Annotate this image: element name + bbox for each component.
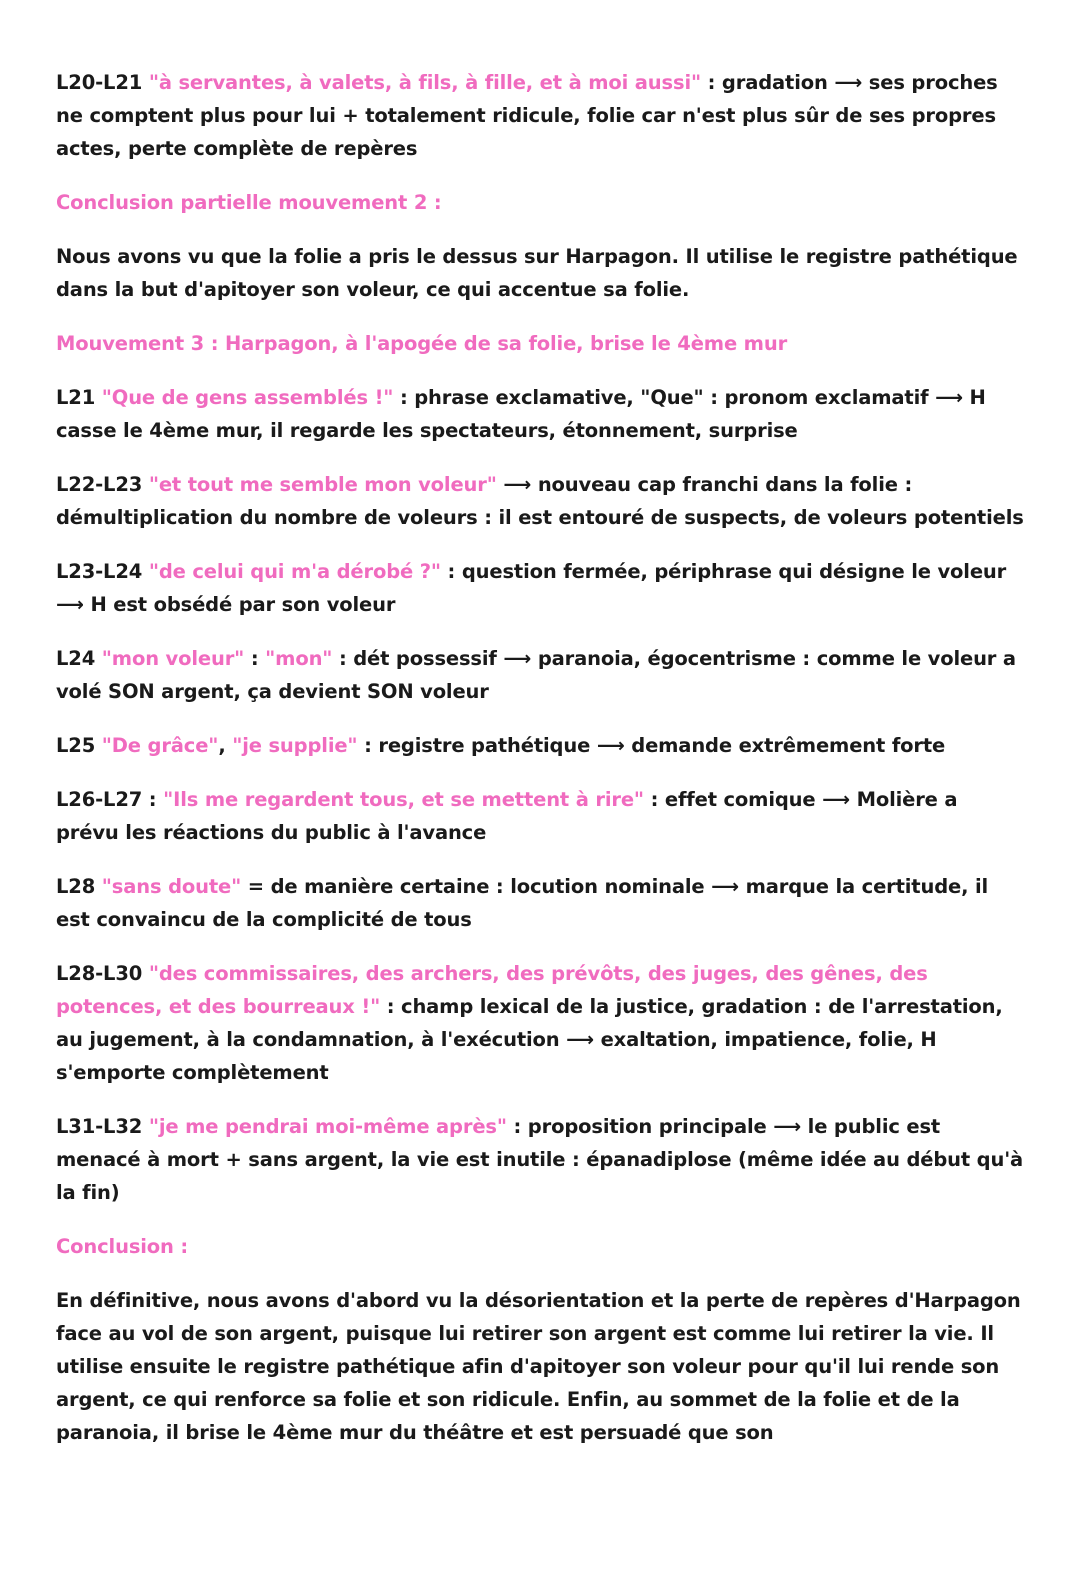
citation: "sans doute" bbox=[101, 875, 242, 898]
conclusion-text: En définitive, nous avons d'abord vu la désorientation et la perte de repères d'Harpagon face au vol de son argent, puisque lui retirer son argent est comme lui retirer la vie. Il utilise ensuite le registre pathétique afin d'apitoyer son voleur pour qu'il lui rende son argent, ce qui renforce sa folie et son ridicule. Enfin, au sommet de la folie et de la paranoia, il brise le 4ème mur du théâtre et est persuadé que son bbox=[56, 1289, 1021, 1444]
analysis-entry-l28 bbox=[56, 870, 1024, 936]
line-reference: L23-L24 bbox=[56, 560, 149, 583]
analysis-entry-l26-l27 bbox=[56, 783, 1024, 849]
citation: "je me pendrai moi-même après" bbox=[148, 1115, 507, 1138]
commentary: : proposition principale ⟶ le public est menacé à mort + sans argent, la vie est inutile : épanadiplose (même idée au début qu'à la fin) bbox=[56, 1115, 1024, 1204]
line-reference: L26-L27 : bbox=[56, 788, 164, 811]
commentary: , bbox=[218, 734, 233, 757]
commentary: : gradation ⟶ ses proches ne comptent plus pour lui + totalement ridicule, folie car n'est plus sûr de ses propres actes, perte complète de repères bbox=[56, 71, 998, 160]
conclusion-heading: Conclusion : bbox=[56, 1235, 189, 1258]
citation: "à servantes, à valets, à fils, à fille, et à moi aussi" bbox=[148, 71, 701, 94]
analysis-entry-l21 bbox=[56, 381, 1024, 447]
citation-2: "je supplie" bbox=[232, 734, 358, 757]
analysis-entry-l28-l30 bbox=[56, 957, 1024, 1089]
citation: "de celui qui m'a dérobé ?" bbox=[148, 560, 441, 583]
commentary-2: : dét possessif ⟶ paranoia, égocentrisme : comme le voleur a volé SON argent, ça devient SON voleur bbox=[56, 647, 1016, 703]
line-reference: L24 bbox=[56, 647, 102, 670]
line-reference: L20-L21 bbox=[56, 71, 149, 94]
movement-3-heading: Mouvement 3 : Harpagon, à l'apogée de sa folie, brise le 4ème mur bbox=[56, 332, 788, 355]
commentary: : effet comique ⟶ Molière a prévu les réactions du public à l'avance bbox=[56, 788, 958, 844]
line-reference: L28-L30 bbox=[56, 962, 149, 985]
line-reference: L28 bbox=[56, 875, 102, 898]
analysis-entry-l24 bbox=[56, 642, 1024, 708]
line-reference: L31-L32 bbox=[56, 1115, 149, 1138]
commentary: ⟶ nouveau cap franchi dans la folie : démultiplication du nombre de voleurs : il est entouré de suspects, de voleurs potentiels bbox=[56, 473, 1024, 529]
commentary-2: : registre pathétique ⟶ demande extrêmement forte bbox=[357, 734, 946, 757]
citation: "Que de gens assemblés !" bbox=[101, 386, 394, 409]
commentary: : bbox=[244, 647, 266, 670]
citation: "des commissaires, des archers, des prévôts, des juges, des gênes, des potences, et des bourreaux !" bbox=[56, 962, 928, 1018]
analysis-entry-l20-l21 bbox=[56, 66, 1024, 165]
citation: "et tout me semble mon voleur" bbox=[148, 473, 497, 496]
analysis-entry-l25 bbox=[56, 729, 1024, 762]
commentary: : champ lexical de la justice, gradation : de l'arrestation, au jugement, à la condamnation, à l'exécution ⟶ exaltation, impatience, folie, H s'emporte complètement bbox=[56, 995, 1003, 1084]
citation: "Ils me regardent tous, et se mettent à rire" bbox=[163, 788, 644, 811]
analysis-entry-l22-l23 bbox=[56, 468, 1024, 534]
partial-conclusion-heading: Conclusion partielle mouvement 2 : bbox=[56, 191, 442, 214]
citation: "De grâce" bbox=[101, 734, 219, 757]
analysis-entry-l31-l32 bbox=[56, 1110, 1024, 1209]
line-reference: L22-L23 bbox=[56, 473, 149, 496]
commentary: = de manière certaine : locution nominale ⟶ marque la certitude, il est convaincu de la complicité de tous bbox=[56, 875, 989, 931]
line-reference: L25 bbox=[56, 734, 102, 757]
analysis-entry-l23-l24 bbox=[56, 555, 1024, 621]
citation-2: "mon" bbox=[265, 647, 333, 670]
partial-conclusion-text: Nous avons vu que la folie a pris le dessus sur Harpagon. Il utilise le registre pathétique dans la but d'apitoyer son voleur, ce qui accentue sa folie. bbox=[56, 245, 1018, 301]
commentary: : phrase exclamative, "Que" : pronom exclamatif ⟶ H casse le 4ème mur, il regarde les spectateurs, étonnement, surprise bbox=[56, 386, 986, 442]
commentary: : question fermée, périphrase qui désigne le voleur ⟶ H est obsédé par son voleur bbox=[56, 560, 1007, 616]
line-reference: L21 bbox=[56, 386, 102, 409]
citation: "mon voleur" bbox=[101, 647, 245, 670]
